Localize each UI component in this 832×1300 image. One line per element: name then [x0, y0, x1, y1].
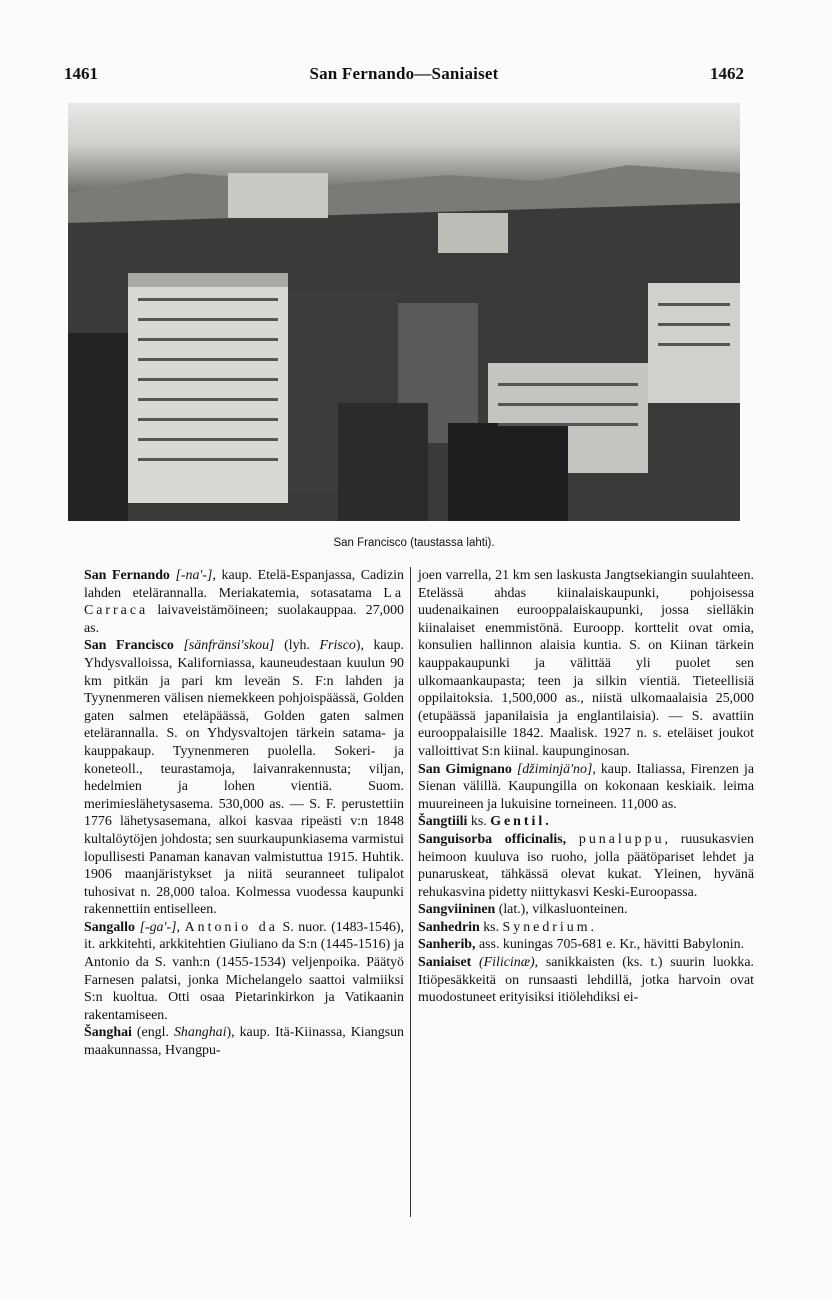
entry-text: (lat.), vilkasluonteinen. — [495, 902, 628, 918]
pronunciation: [džiminjä'no] — [516, 761, 593, 777]
left-column — [84, 567, 404, 1060]
entry-text: ), kaup. Yhdysvalloissa, Kaliforniassa, kauneudestaan kuulun 90 km pitkän ja pari km leveän S. F:n lahden ja Tyynenmeren välisen niemekkeen pohjoispäässä, Golden gaten salmen eteläpäässä, Golden gaten salmen etelärannalla. S. on Yhdysvaltojen tärkein satama- ja kauppakaup. Tyynenmeren puolella. Sokeri- ja koneteoll., teurastamoja, laivanrakennusta; viljan, hedelmien ja lohen vientiä. Suom. merimieslähetysasema. 530,000 as. — S. F. perustettiin 1776 lähetysasemana, alkoi kasvaa ripeästi v:n 1848 kultalöytöjen johdosta; sen suurkaupunkiasema varmistui lopullisesti Panaman kanavan valmistuttua 1915. Huhtik. 1906 maanjäristykset ja niitä seuranneet tulipalot tuhosivat n. 28,000 taloa. Kolmessa vuodessa kaupunki rakennettiin entiselleen. — [84, 638, 405, 918]
entry-san-francisco — [84, 637, 404, 919]
city-photograph — [68, 103, 740, 521]
entry-san-fernando — [84, 567, 404, 637]
headword: San Gimignano — [418, 761, 512, 777]
pronunciation: [sänfränsi'skou] — [183, 638, 275, 654]
entry-sangviininen — [418, 901, 754, 919]
headword: Šanghai — [84, 1025, 132, 1041]
headword: Sanhedrin — [418, 919, 480, 935]
spaced-text: Antonio da — [184, 919, 278, 935]
headword: San Fernando — [84, 568, 170, 583]
entry-shanghai — [84, 1024, 404, 1059]
entry-sanhedrin — [418, 919, 754, 937]
page-number-right: 1462 — [710, 64, 744, 83]
entry-text — [566, 832, 579, 847]
right-column — [418, 567, 754, 1007]
running-header — [64, 64, 744, 88]
spaced-text: punaluppu — [578, 831, 665, 847]
pronunciation: [-ga'-] — [139, 919, 177, 935]
entry-san-gimignano — [418, 761, 754, 814]
entry-sanguisorba — [418, 831, 754, 901]
headword: Sanguisorba officinalis, — [418, 831, 567, 847]
entry-text: ass. kuningas 705-681 e. Kr., hävitti Babylonin. — [475, 937, 745, 953]
headword: Šangtiili — [418, 814, 468, 830]
city-skyline-illustration — [68, 103, 740, 521]
entry-text: ks. — [467, 814, 491, 830]
entry-shanghai-continued — [418, 567, 754, 761]
pronunciation: [-na'-] — [175, 568, 213, 583]
italic-text: Shanghai — [173, 1025, 227, 1041]
italic-text: (Filicinæ) — [479, 955, 535, 971]
page-number-left: 1461 — [64, 64, 98, 83]
column-divider — [410, 567, 411, 1217]
entry-text: S. nuor. (1483-1546), it. arkkitehti, arkkitehtien Giuliano da S:n (1445-1516) ja Antonio da S. vanh:n (1455-1534) veljenpoika. Päätyö Farnesen palatsi, jonka Michelangelo saattoi valmiiksi S:n kuoltua. Otti osaa Pietarinkirkon ja Vatikaanin rakentamiseen. — [84, 919, 404, 1023]
entry-text: , — [176, 919, 185, 935]
entry-text: , sanikkaisten (ks. t.) suurin luokka. Itiöpesäkkeitä on runsaasti lehdillä, jotka harvoin ovat muodostuneet erityisiksi itiölehdiksi ei- — [418, 955, 754, 1006]
running-title: San Fernando—Saniaiset — [309, 64, 499, 83]
entry-text: laivaveistämöineen; suolakauppaa. 27,000 as. — [84, 603, 404, 636]
entry-text: joen varrella, 21 km sen laskusta Jangtsekiangin suulahteen. Etelässä ahdas kiinalaiskaupunki, pohjoisessa uudenaikainen eurooppalaiskaupunki, jossa sielläkin kiinalaiset enemmistönä. Euroopp. korttelit ovat omia, konsulien hallinnon alaisia kuntia. S. on Kiinan tärkein kauppakaupunki ja välittää yli puolet sen ulkomaankaupasta; teen ja silkin vientiä. Tieteellisiä oppilaitoksia. 1,500,000 as., niistä ulkomaalaisia 25,000 (etupäässä japanilaisia ja englantilaisia). — S. avattiin eurooppalaisille 1842. Maalisk. 1927 n. s. eteläiset joukot valloittivat S:n kiinal. kaupunginosan. — [418, 568, 754, 759]
entry-sangallo — [84, 919, 404, 1025]
entry-saniaiset — [418, 954, 754, 1007]
entry-text — [471, 955, 479, 970]
headword: Sanherib, — [418, 937, 476, 953]
entry-text: ks. — [479, 919, 503, 935]
spaced-text: Synedrium. — [502, 919, 597, 935]
entry-text: , kaup. Etelä-Espanjassa, Cadizin lahden etelärannalla. Meriakatemia, sotasatama — [84, 568, 404, 601]
entry-text: , ruusukasvien heimoon kuuluva iso ruoho, jolla päätöpariset lehdet ja punaruskeat, tähkässä olevat kukat. Yleinen, hyvänä rehukasvina pidetty niittykasvi Keski-Euroopassa. — [418, 831, 754, 900]
headword: Saniaiset — [418, 955, 472, 971]
entry-text: (lyh. — [274, 638, 320, 654]
entry-text: , kaup. Italiassa, Firenzen ja Sienan välillä. Kaupungilla on kokonaan keskiaik. leima muureineen ja lukuisine torneineen. 11,000 as. — [418, 761, 754, 812]
entry-text: ), kaup. Itä-Kiinassa, Kiangsun maakunnassa, Hvangpu- — [84, 1025, 404, 1059]
spaced-bold-text: Gentil. — [490, 814, 552, 830]
headword: San Francisco — [84, 638, 174, 654]
headword: Sangallo — [84, 919, 135, 935]
entry-text: (engl. — [131, 1025, 174, 1041]
entry-sanherib — [418, 936, 754, 954]
headword: Sangviininen — [418, 902, 496, 918]
entry-sangtiili — [418, 813, 754, 831]
italic-text: Frisco — [319, 638, 356, 654]
figure-caption: San Francisco (taustassa lahti). — [333, 537, 495, 549]
spaced-text: La Carraca — [84, 585, 404, 619]
